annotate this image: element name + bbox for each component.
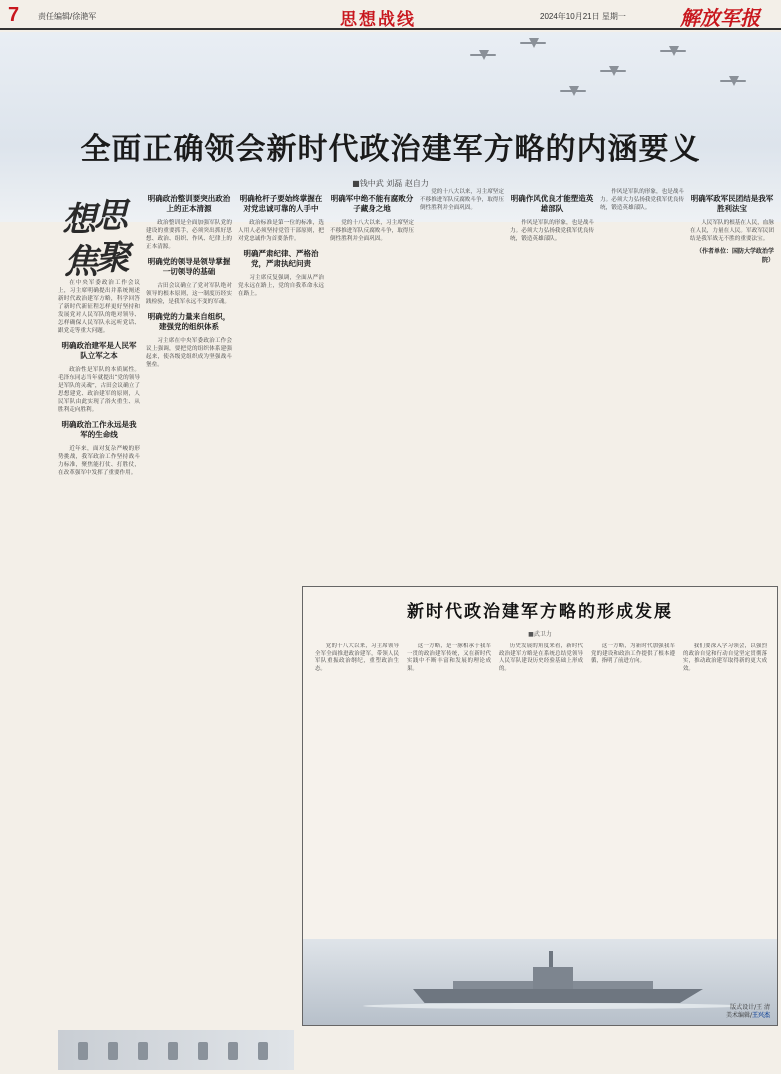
- soldier-icon: [258, 1042, 268, 1060]
- article-column: [407, 643, 491, 939]
- soldier-icon: [108, 1042, 118, 1060]
- art-editor-name: 王兴杰: [751, 1012, 770, 1019]
- article-column: [146, 188, 232, 1028]
- article-column: [58, 188, 140, 1028]
- section-subhead: 明确军中绝不能有腐败分子藏身之地: [330, 194, 414, 213]
- section-subhead: 明确党的力量来自组织，建强党的组织体系: [147, 312, 231, 331]
- editors-credit: 责任编辑/徐滟军: [38, 12, 97, 21]
- jet-icon: [520, 38, 546, 48]
- body-paragraph: 习主席反复强调，全面从严治党永远在路上，党的自我革命永远在路上。: [238, 275, 324, 297]
- soldier-icon: [168, 1042, 178, 1060]
- section-subhead: 明确党的领导是领导掌握一切领导的基础: [147, 257, 231, 276]
- article-column: [420, 188, 504, 581]
- body-paragraph: 党的十八大以来，习主席领导全军全面推进政治建军，带领人民军队重振政治纲纪，重塑政治生态。: [315, 643, 399, 672]
- section-subhead: 明确严肃纪律、严格治党，严肃执纪问责: [243, 249, 319, 268]
- article-column: [591, 643, 675, 939]
- section-subhead: 明确政治工作永远是我军的生命线: [61, 420, 137, 439]
- section-subhead: 明确政治整训要突出政治上的正本清源: [147, 194, 231, 213]
- page-number: 7: [8, 4, 20, 26]
- jet-icon: [660, 46, 686, 56]
- article-column: [683, 643, 767, 939]
- issue-date: 2024年10月21日 星期一: [540, 12, 626, 21]
- section-subhead: 明确枪杆子要始终掌握在对党忠诚可靠的人手中: [239, 194, 323, 213]
- body-paragraph: 党的十八大以来，习主席坚定不移推进军队反腐败斗争，取得压倒性胜利并全面巩固。: [330, 220, 414, 242]
- secondary-headline: 新时代政治建军方略的形成发展: [407, 602, 673, 622]
- body-paragraph: 作风是军队的形象，也是战斗力。必须大力弘扬我党我军优良传统，锻造英雄部队。: [510, 220, 594, 242]
- body-paragraph: 我们要深入学习领会，以强烈的政治自觉和行动自觉坚定贯彻落实，推动政治建军取得新的更大成效。: [683, 643, 767, 672]
- soldier-icon: [198, 1042, 208, 1060]
- body-paragraph: 政治标准是第一位的标准，选人用人必须坚持党管干部原则，把对党忠诚作为首要条件。: [238, 220, 324, 242]
- art-credit-label: 美术编辑/: [725, 1012, 752, 1019]
- ship-tower-icon: [533, 967, 573, 989]
- article-column: [690, 188, 774, 581]
- secondary-article-box: [302, 586, 778, 1026]
- body-paragraph: 党的十八大以来，习主席坚定不移推进军队反腐败斗争，取得压倒性胜利并全面巩固。: [420, 189, 504, 211]
- intro-paragraph: 在中央军委政治工作会议上，习主席明确提出并系统阐述新时代政治建军方略，科学回答了新时代新征程怎样更好坚持和发展党对人民军队的绝对领导、怎样确保人民军队永远听党话、跟党走等重大问题。: [58, 280, 140, 334]
- page-credits: [600, 1004, 770, 1020]
- article-column: [330, 188, 414, 581]
- body-paragraph: 这一方略，是一脉相承于我军一贯的政治建军传统，又在新时代实践中不断丰富和发展的理论成果。: [407, 643, 491, 672]
- calligraphy-char: 思: [94, 196, 128, 236]
- main-headline: 全面正确领会新时代政治建军方略的内涵要义: [80, 132, 701, 167]
- jet-icon: [560, 86, 586, 96]
- body-paragraph: 作风是军队的形象，也是战斗力。必须大力弘扬我党我军优良传统，锻造英雄部队。: [600, 189, 684, 211]
- jet-icon: [600, 66, 626, 76]
- ship-mast-icon: [549, 951, 553, 967]
- jet-icon: [470, 50, 496, 60]
- calligraphy-char: 焦: [64, 242, 98, 282]
- section-title: 思想战线: [340, 10, 416, 30]
- main-byline: ■钱中武 刘磊 赵自力: [352, 179, 429, 188]
- secondary-byline: ■武卫力: [528, 631, 552, 638]
- layout-credit: 版式设计/王 清: [730, 1004, 770, 1011]
- body-paragraph: 古田会议确立了党对军队绝对领导的根本原则，这一制度历经实践检验，是我军永远不变的军魂。: [146, 283, 232, 305]
- section-subhead: 明确政治建军是人民军队立军之本: [61, 341, 137, 360]
- art-credit: [600, 1012, 770, 1020]
- author-affiliation: （作者单位：国防大学政治学院）: [695, 248, 774, 264]
- body-paragraph: 历史发展的角度来看，新时代政治建军方略是在系统总结党领导人民军队建设历史经验基础上形成的。: [499, 643, 583, 672]
- body-paragraph: 习主席在中央军委政治工作会议上强调，要把党的组织体系建强起来，使各级党组织成为坚强战斗堡垒。: [146, 338, 232, 368]
- soldiers-photo: [58, 1030, 294, 1070]
- body-paragraph: 政治整训是全面加强军队党的建设的重要抓手，必须突出抓好思想、政治、组织、作风、纪律上的正本清源。: [146, 220, 232, 250]
- soldier-icon: [78, 1042, 88, 1060]
- body-paragraph: 近年来，面对复杂严峻的形势挑战，我军政治工作坚持战斗力标准，聚焦能打仗、打胜仗，在改革强军中发挥了重要作用。: [58, 446, 140, 476]
- body-paragraph: 政治性是军队的本质属性。毛泽东同志当年就提出“党的领导是军队的灵魂”，古田会议确立了思想建党、政治建军的原则，人民军队由此实现了浴火重生、从胜利走向胜利。: [58, 367, 140, 413]
- ship-hull-icon: [413, 989, 703, 1003]
- soldier-icon: [228, 1042, 238, 1060]
- soldier-icon: [138, 1042, 148, 1060]
- calligraphy-title: [58, 188, 140, 282]
- body-paragraph: 人民军队的根基在人民，血脉在人民，力量在人民。军政军民团结是我军战无不胜的重要法宝。: [690, 220, 774, 242]
- calligraphy-char: 聚: [96, 238, 130, 278]
- article-column: [315, 643, 399, 939]
- body-paragraph: 这一方略，为新时代加强我军党的建设和政治工作提供了根本遵循，指明了前进方向。: [591, 643, 675, 665]
- calligraphy-char: 想: [62, 200, 96, 240]
- jet-icon: [720, 76, 746, 86]
- section-subhead: 明确作风优良才能塑造英雄部队: [510, 194, 594, 213]
- article-column: [510, 188, 594, 581]
- masthead: [0, 0, 781, 30]
- section-subhead: 明确军政军民团结是我军胜利法宝: [690, 194, 774, 213]
- newspaper-logo: 解放军报: [680, 6, 760, 30]
- article-column: [499, 643, 583, 939]
- article-column: [600, 188, 684, 581]
